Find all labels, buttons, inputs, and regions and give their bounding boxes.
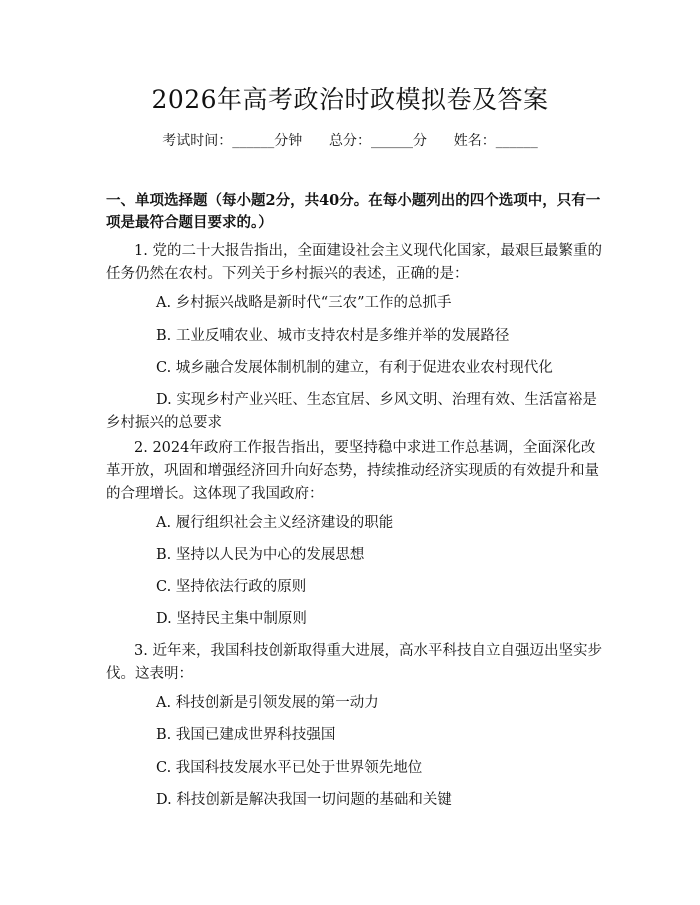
question-2-stem: 2. 2024年政府工作报告指出，要坚持稳中求进工作总基调，全面深化改革开放，巩固和增强经济回升向好态势，持续推动经济实现质的有效提升和量的合理增长。这体现了我国政府： (106, 440, 599, 502)
question-1-option-c: C. 城乡融合发展体制机制的建立，有利于促进农业农村现代化 (156, 360, 553, 376)
question-3-option-d: D. 科技创新是解决我国一切问题的基础和关键 (156, 792, 452, 808)
question-1-option-a: A. 乡村振兴战略是新时代“三农”工作的总抓手 (156, 295, 452, 311)
exam-info-line: 考试时间：______分钟 总分：______分 姓名：______ (162, 133, 538, 149)
question-2-option-c: C. 坚持依法行政的原则 (156, 579, 307, 595)
question-2-option-b: B. 坚持以人民为中心的发展思想 (156, 547, 365, 563)
question-3-stem: 3. 近年来，我国科技创新取得重大进展，高水平科技自立自强迈出坚实步伐。这表明： (106, 643, 602, 682)
section-heading: 一、单项选择题（每小题2分，共40分。在每小题列出的四个选项中，只有一项是最符合题目要求的。） (106, 192, 601, 231)
question-2-option-d: D. 坚持民主集中制原则 (156, 611, 307, 627)
question-2-option-a: A. 履行组织社会主义经济建设的职能 (156, 515, 394, 531)
question-3-option-c: C. 我国科技发展水平已处于世界领先地位 (156, 760, 423, 776)
question-3-option-a: A. 科技创新是引领发展的第一动力 (156, 695, 379, 711)
question-1-option-d: D. 实现乡村产业兴旺、生态宜居、乡风文明、治理有效、生活富裕是乡村振兴的总要求 (106, 392, 597, 431)
question-3-option-b: B. 我国已建成世界科技强国 (156, 727, 336, 743)
question-1-stem: 1. 党的二十大报告指出，全面建设社会主义现代化国家，最艰巨最繁重的任务仍然在农村。下列关于乡村振兴的表述，正确的是： (106, 243, 602, 282)
document-title: 2026年高考政治时政模拟卷及答案 (151, 85, 549, 114)
question-1-option-b: B. 工业反哺农业、城市支持农村是多维并举的发展路径 (156, 328, 510, 344)
